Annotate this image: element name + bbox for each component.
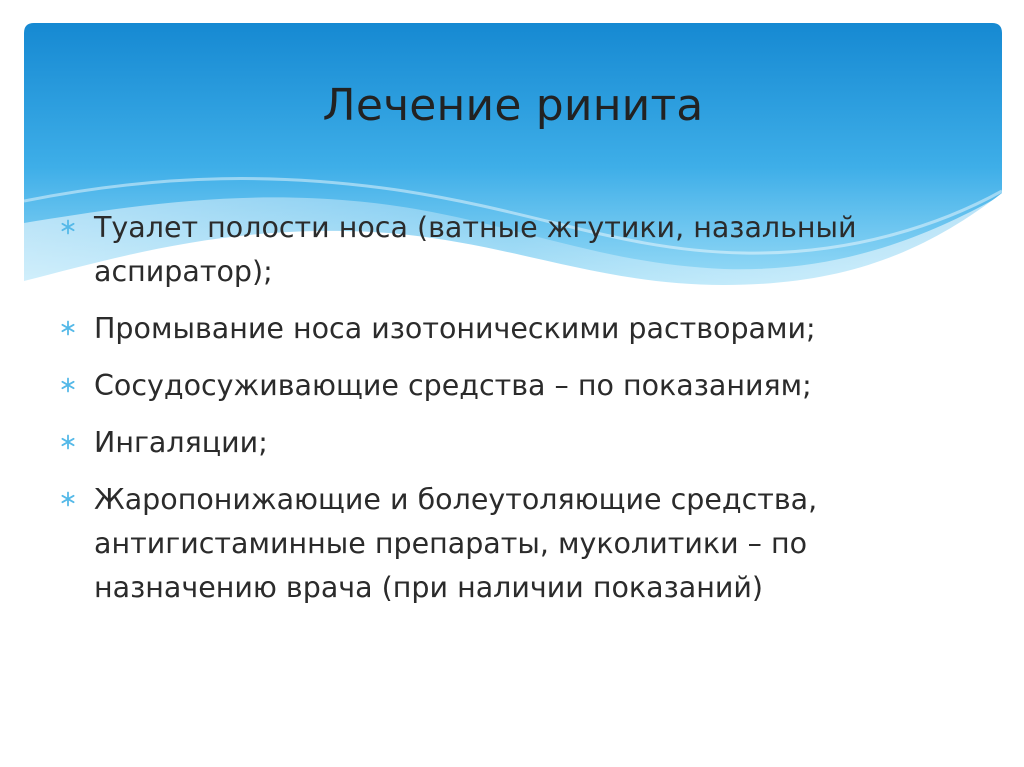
bullet-text: Жаропонижающие и болеутоляющие средства, антигистаминные препараты, муколитики – по назначению врача (при наличии показаний) xyxy=(94,483,818,604)
bullet-text: Промывание носа изотоническими растворами; xyxy=(94,312,816,345)
list-item xyxy=(60,206,960,294)
slide-title: Лечение ринита xyxy=(322,80,704,131)
list-item xyxy=(60,421,960,465)
bullet-text: Туалет полости носа (ватные жгутики, назальный аспиратор); xyxy=(94,211,857,288)
bullet-text: Сосудосуживающие средства – по показаниям; xyxy=(94,369,812,402)
bullet-text: Ингаляции; xyxy=(94,426,268,459)
list-item xyxy=(60,307,960,351)
list-item xyxy=(60,478,960,610)
asterisk-bullet-icon xyxy=(60,434,76,450)
bullet-list xyxy=(60,206,960,623)
asterisk-bullet-icon xyxy=(60,219,76,235)
asterisk-bullet-icon xyxy=(60,491,76,507)
asterisk-bullet-icon xyxy=(60,320,76,336)
asterisk-bullet-icon xyxy=(60,377,76,393)
list-item xyxy=(60,364,960,408)
